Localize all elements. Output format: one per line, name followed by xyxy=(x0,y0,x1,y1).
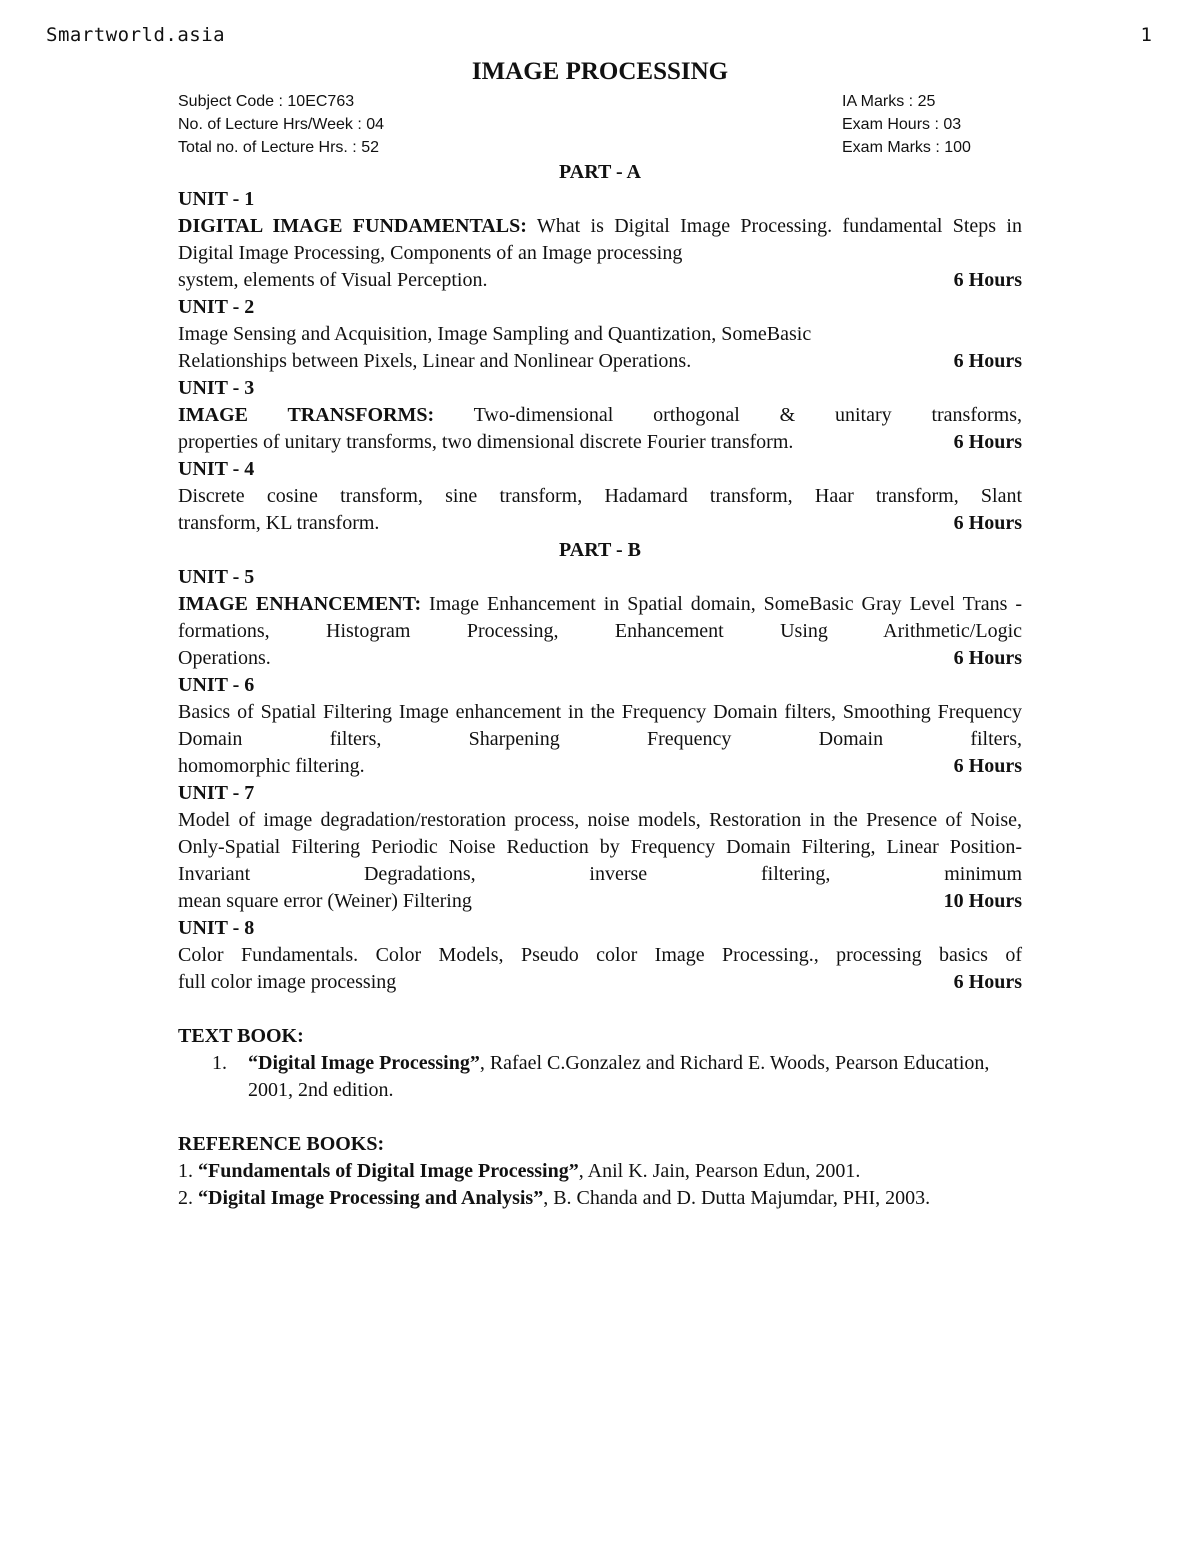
unit-hours: 6 Hours xyxy=(953,350,1022,372)
unit-text: Discrete cosine transform, sine transform, Hadamard transform, Haar transform, Slant xyxy=(178,485,1022,507)
exam-hours: Exam Hours : 03 xyxy=(842,116,962,133)
total-lecture-hours: Total no. of Lecture Hrs. : 52 xyxy=(178,139,379,156)
unit-last-line xyxy=(178,645,1022,672)
reference-book-number: 2. xyxy=(178,1187,193,1209)
unit-last-line xyxy=(178,753,1022,780)
page-number: 1 xyxy=(1140,24,1152,46)
course-meta xyxy=(178,90,1022,159)
unit-description xyxy=(178,807,1022,888)
unit-text-end: system, elements of Visual Perception. xyxy=(178,269,488,291)
unit-description xyxy=(178,321,1022,348)
unit-heading: UNIT - 3 xyxy=(178,377,255,399)
unit-hours: 10 Hours xyxy=(943,890,1022,912)
text-book-heading: TEXT BOOK: xyxy=(178,1025,304,1047)
unit-text-end: properties of unitary transforms, two dimensional discrete Fourier transform. xyxy=(178,431,794,453)
text-book-details: , Rafael C.Gonzalez and Richard E. Woods, Pearson Education, 2001, 2nd edition. xyxy=(248,1052,990,1101)
unit-hours: 6 Hours xyxy=(953,431,1022,453)
unit-block xyxy=(178,915,1022,996)
reference-book-title: “Fundamentals of Digital Image Processing” xyxy=(198,1160,579,1182)
unit-heading: UNIT - 8 xyxy=(178,917,255,939)
unit-last-line xyxy=(178,888,1022,915)
unit-last-line xyxy=(178,969,1022,996)
unit-text: Image Sensing and Acquisition, Image Sampling and Quantization, SomeBasic xyxy=(178,323,812,345)
text-book-number: 1. xyxy=(212,1052,227,1074)
unit-heading: UNIT - 7 xyxy=(178,782,255,804)
unit-keyword: DIGITAL IMAGE FUNDAMENTALS: xyxy=(178,215,527,237)
unit-heading: UNIT - 5 xyxy=(178,566,255,588)
unit-description xyxy=(178,942,1022,969)
unit-hours: 6 Hours xyxy=(953,755,1022,777)
unit-hours: 6 Hours xyxy=(953,269,1022,291)
unit-keyword: IMAGE ENHANCEMENT: xyxy=(178,593,422,615)
unit-text-end: homomorphic filtering. xyxy=(178,755,365,777)
unit-heading: UNIT - 4 xyxy=(178,458,255,480)
text-book-title: “Digital Image Processing” xyxy=(248,1052,480,1074)
lecture-hours-per-week: No. of Lecture Hrs/Week : 04 xyxy=(178,116,385,133)
unit-text-end: mean square error (Weiner) Filtering xyxy=(178,890,472,912)
unit-text: Basics of Spatial Filtering Image enhancement in the Frequency Domain filters, Smoothing Frequency Domain filters, Sharpening Frequency Domain filters, xyxy=(178,701,1022,750)
unit-text-end: full color image processing xyxy=(178,971,397,993)
reference-book-details: , Anil K. Jain, Pearson Edun, 2001. xyxy=(578,1160,861,1182)
unit-block xyxy=(178,375,1022,456)
syllabus-document xyxy=(178,54,1022,1212)
unit-block xyxy=(178,672,1022,780)
unit-description xyxy=(178,591,1022,645)
unit-text-end: Operations. xyxy=(178,647,271,669)
exam-marks: Exam Marks : 100 xyxy=(842,139,971,156)
unit-last-line xyxy=(178,267,1022,294)
part-a-heading: PART - A xyxy=(559,161,641,183)
unit-last-line xyxy=(178,429,1022,456)
unit-text-end: transform, KL transform. xyxy=(178,512,380,534)
unit-heading: UNIT - 2 xyxy=(178,296,255,318)
page-title: IMAGE PROCESSING xyxy=(471,58,729,85)
unit-description xyxy=(178,402,1022,429)
text-book-item xyxy=(178,1050,1022,1104)
unit-description xyxy=(178,699,1022,753)
unit-block xyxy=(178,186,1022,294)
reference-book-title: “Digital Image Processing and Analysis” xyxy=(198,1187,544,1209)
unit-heading: UNIT - 1 xyxy=(178,188,255,210)
reference-book-item xyxy=(178,1185,1022,1212)
unit-text: Model of image degradation/restoration process, noise models, Restoration in the Presence of Noise, Only-Spatial Filtering Periodic Noise Reduction by Frequency Domain Filtering, Linear Position-Invariant Degradations, inverse filtering, minimum xyxy=(178,809,1022,885)
unit-hours: 6 Hours xyxy=(953,512,1022,534)
unit-text: Image Enhancement in Spatial domain, SomeBasic Gray Level Trans -formations, Histogram Processing, Enhancement Using Arithmetic/Logic xyxy=(178,593,1022,642)
unit-block xyxy=(178,780,1022,915)
unit-hours: 6 Hours xyxy=(953,647,1022,669)
reference-books-heading: REFERENCE BOOKS: xyxy=(178,1133,385,1155)
unit-keyword: IMAGE TRANSFORMS: xyxy=(178,404,435,426)
unit-text: Two-dimensional orthogonal & unitary transforms, xyxy=(434,404,1022,426)
unit-hours: 6 Hours xyxy=(953,971,1022,993)
ia-marks: IA Marks : 25 xyxy=(842,93,936,110)
reference-book-details: , B. Chanda and D. Dutta Majumdar, PHI, 2003. xyxy=(543,1187,931,1209)
unit-text-end: Relationships between Pixels, Linear and Nonlinear Operations. xyxy=(178,350,692,372)
unit-block xyxy=(178,564,1022,672)
subject-code: Subject Code : 10EC763 xyxy=(178,93,355,110)
unit-description xyxy=(178,483,1022,510)
unit-block xyxy=(178,456,1022,537)
unit-heading: UNIT - 6 xyxy=(178,674,255,696)
unit-last-line xyxy=(178,510,1022,537)
unit-text: What is Digital Image Processing. fundamental Steps in Digital Image Processing, Components of an Image processing xyxy=(178,215,1022,264)
site-header: Smartworld.asia xyxy=(46,24,226,46)
unit-text: Color Fundamentals. Color Models, Pseudo color Image Processing., processing basics of xyxy=(178,944,1022,966)
unit-last-line xyxy=(178,348,1022,375)
unit-block xyxy=(178,294,1022,375)
part-b-heading: PART - B xyxy=(559,539,641,561)
unit-description xyxy=(178,213,1022,267)
reference-book-item xyxy=(178,1158,1022,1185)
reference-book-number: 1. xyxy=(178,1160,193,1182)
